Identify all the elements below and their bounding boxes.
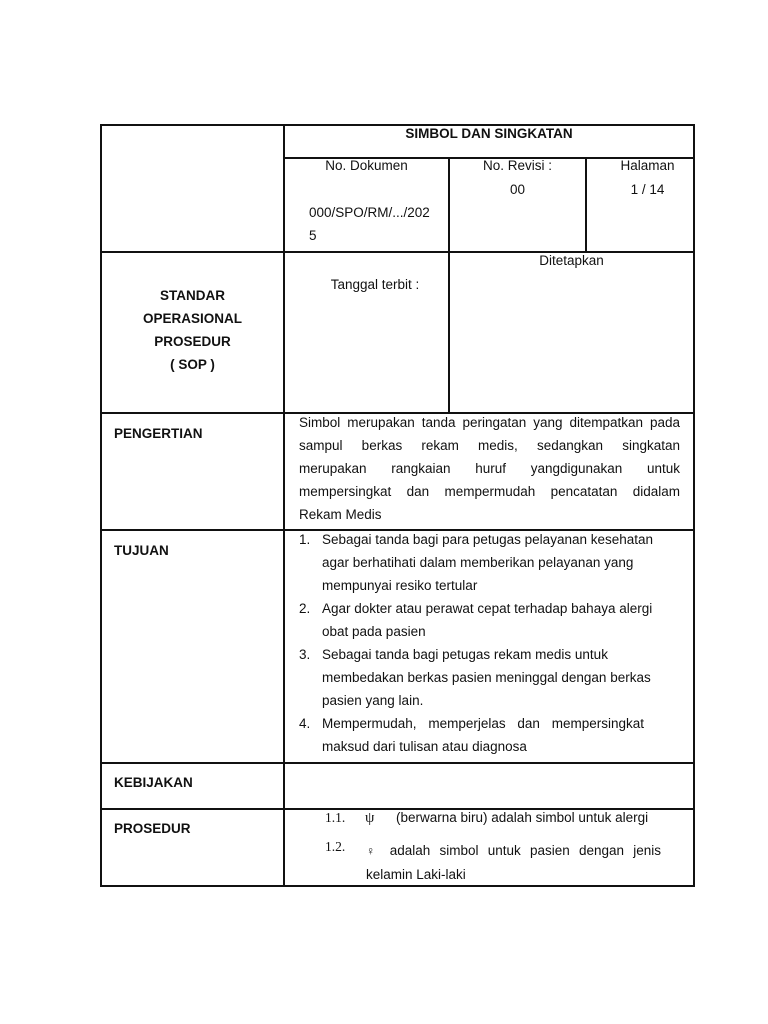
prosedur-item-text: (berwarna biru) adalah simbol untuk alergi	[396, 810, 649, 825]
document-title: SIMBOL DAN SINGKATAN	[405, 126, 573, 141]
sop-line-operasional: OPERASIONAL	[142, 311, 242, 326]
prosedur-item-text	[366, 839, 661, 886]
prosedur-item-line	[366, 839, 661, 863]
tujuan-item-line: obat pada pasien	[322, 624, 426, 639]
tujuan-item-line: membedakan berkas pasien meninggal dengan berkas	[322, 670, 651, 685]
tujuan-item-line: maksud dari tulisan atau diagnosa	[322, 739, 527, 754]
tujuan-item-line: Sebagai tanda bagi petugas rekam medis untuk	[322, 647, 608, 662]
no-dokumen-label: No. Dokumen	[325, 158, 408, 173]
tujuan-item-number: 1.	[299, 532, 311, 547]
pengertian-line: Simbol merupakan tanda peringatan yang ditempatkan pada	[299, 415, 680, 430]
ditetapkan-label: Ditetapkan	[539, 253, 604, 268]
tujuan-item-line: agar berhatihati dalam memberikan pelayanan yang	[322, 555, 634, 570]
tujuan-item-number: 2.	[299, 601, 311, 616]
prosedur-item-number: 1.2.	[325, 839, 346, 854]
no-revisi-value: 00	[509, 182, 526, 197]
tujuan-item-1	[299, 528, 669, 597]
sop-line-prosedur: PROSEDUR	[154, 334, 231, 349]
tujuan-item-number: 3.	[299, 647, 311, 662]
pengertian-label: PENGERTIAN	[114, 426, 203, 441]
tujuan-item-line: pasien yang lain.	[322, 693, 424, 708]
tujuan-item-4	[299, 712, 669, 758]
prosedur-item-2	[325, 839, 685, 885]
tujuan-item-line: Mempermudah, memperjelas dan mempersingkat	[322, 716, 644, 731]
no-dokumen-value-line1: 000/SPO/RM/.../202	[309, 205, 430, 220]
female-symbol-icon: ♀	[366, 844, 381, 858]
no-revisi-label: No. Revisi :	[482, 158, 553, 173]
kebijakan-label: KEBIJAKAN	[114, 775, 193, 790]
tujuan-item-3	[299, 643, 669, 712]
psi-allergy-symbol-icon: ψ	[365, 810, 375, 826]
pengertian-line: merupakan rangkaian huruf yangdigunakan untuk	[299, 461, 680, 476]
halaman-label: Halaman	[620, 158, 675, 173]
tujuan-item-line: Agar dokter atau perawat cepat terhadap bahaya alergi	[322, 601, 653, 616]
prosedur-item-number: 1.1.	[325, 810, 346, 825]
tujuan-label: TUJUAN	[114, 543, 169, 558]
tujuan-item-number: 4.	[299, 716, 311, 731]
prosedur-item-line: kelamin Laki-laki	[366, 867, 466, 882]
pengertian-line: mempersingkat dan mempermudah pencatatan didalam	[299, 484, 680, 499]
no-dokumen-value-line2: 5	[309, 228, 317, 243]
sop-line-standar: STANDAR	[160, 288, 225, 303]
tujuan-item-line: mempunyai resiko tertular	[322, 578, 478, 593]
pengertian-text	[299, 411, 680, 526]
prosedur-item-line-text: adalah simbol untuk pasien dengan jenis	[389, 843, 661, 858]
halaman-value: 1 / 14	[630, 182, 665, 197]
prosedur-item-1	[325, 810, 685, 834]
pengertian-line: Rekam Medis	[299, 507, 382, 522]
sop-heading	[102, 284, 283, 376]
tujuan-item-2	[299, 597, 669, 643]
prosedur-label: PROSEDUR	[114, 821, 191, 836]
tanggal-terbit-label: Tanggal terbit :	[330, 277, 420, 292]
pengertian-line: sampul berkas rekam medis, sedangkan singkatan	[299, 438, 680, 453]
tujuan-item-line: Sebagai tanda bagi para petugas pelayanan kesehatan	[322, 532, 654, 547]
sop-line-sop: ( SOP )	[170, 357, 215, 372]
